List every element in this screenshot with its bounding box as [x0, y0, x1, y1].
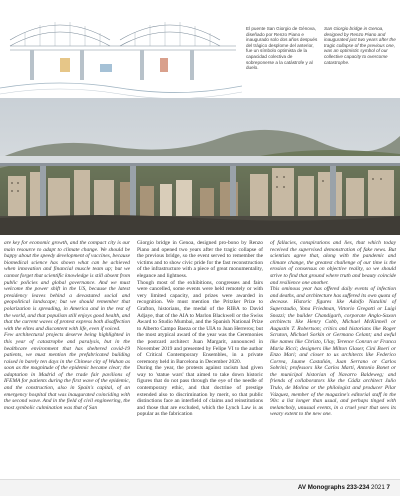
- article-paragraph: Few architectural projects deserve being highlighted in this year of catastrophe and paralysis, but in the healthcare environment that has sheltered covid-19 patients, we must mention the prefabricated building raised in barely ten days in the Chinese city of Wuhan as soon as the magnitude of the epidemic became clear; the adaptation in Madrid of the trade fair pavilions of IFEMA for patients during the first wave of the epidemic, and the construction, also in Spain's capital, of an emergency hospital that was inaugurated coinciding with the second wave. And in the field of civil engineering, the most symbolic culmination was that of San: [4, 332, 130, 411]
- article-paragraph: During the year, the protests against racism had given way to 'statue wars' that aimed to take down historic figures that do not pass through the eye of the needle of contemporary ethic, and that doctrine of prestige extended also to discrimination by merit, so that public distinctions face an interfield of claims and reinstitutions and those that are excluded, which the Lynch Law is as popular as the fabrication: [137, 365, 263, 418]
- article-columns: [4, 240, 397, 418]
- bridge-sketch-illustration: [0, 0, 242, 104]
- article-paragraph: Though most of the exhibitions, congresses and fairs were cancelled, some events were held remotely or with very limited capacity, and prizes were awarded in recognition. We must mention the Pritzker Prize to Grafton, historians, the medal of the RIBA to David Adjaye, that of the AIA to Marlon Blackwell or the Swiss Award to Studio Mumbai, and the Spanish National Prize to Alberto Campo Baeza or the UIA to Juan Herreros; but the most atypical award of the year was the Ceremonies the postcard architect Juan Margarit, announced in November 2019 and presented by Felipe VI to the author of Critical Contemporary Ensembles, in a private ceremony held in Barcelona in December 2020.: [137, 279, 263, 365]
- article-paragraph: Giorgio bridge in Genoa, designed pro-bono by Renzo Piano and opened two years after the tragic collapse of the previous bridge, so the event served to remember the victims and to show civic pride for the fast reconstruction of the infrastructure with a piece of great monumentality, elegance and lightness.: [137, 240, 263, 279]
- article-column-2: [137, 240, 263, 418]
- article-paragraph: of fallacies, conspirations and lies, that which today received the supervised demonstration of fake news. But scientists agree that, along with the pandemic and climate change, the greatest challenge of our time is the erosion of consensus on objective reality, so we should strive to find that ground where truth and beauty coincide and resilience one another.: [270, 240, 396, 286]
- caption-english: San Giorgio bridge in Genoa, designed by Renzo Piano and inaugurated just two years after the tragic collapse of the previous one, was an optimistic symbol of our collective capacity to overcome catastrophe.: [324, 26, 396, 65]
- caption-spanish: El puente San Giorgio de Génova, diseñado por Renzo Piano e inaugurado solo dos años después del trágico desplome del anterior, fue un símbolo optimista de la capacidad colectiva de sobreponerse a la catástrofe y al duelo.: [246, 26, 318, 71]
- page-footer: [0, 479, 400, 496]
- bridge-city-photo: [0, 98, 400, 235]
- footer-text: [298, 484, 390, 491]
- caption-block: [246, 26, 398, 71]
- issue-year: 2021: [371, 484, 385, 491]
- article-paragraph: are key for economic growth, and the compact city is our main resource to adapt to climate change. We should be happy about the speedy development of vaccines, because biomedical science has shown what can be achieved when innovation and financial muscle team up; but we cannot forget that scientific knowledge is still absent from public policies and global governance. And we must welcome the power shift in the US, because the latest presidency leaves behind a devastated social and geopolitical landscape; but we should remember that polarization is spreading, in America and in the rest of the world, and that populism still enjoys good health, and that the current waves of protest express both disaffection with the elites and discontent with life, even if voiced.: [4, 240, 130, 332]
- page-number: 7: [386, 484, 390, 491]
- article-column-1: [4, 240, 130, 418]
- article-column-3: [270, 240, 396, 418]
- article-paragraph: This ominous year has offered daily events of infection and deaths, and architecture has suffered its own quota of decease. Historic figures like Adolfo Natalini of Superstudio, Yona Friedman, Vittorio Gregotti or Luigi Snozzi; the builder Chandigarh, corporate Anglo-Saxon architects like Henry Cobb, Michael McKinnell or Augustin T. Robertson; critics and historians like Roger Scruton, Michael Sorkin or Germano Celant; and awful like names like Christo, Ulay, Terence Conran or Franca Maria Ricci; designers like Milton Glaser, Cini Boeri or Enzo Mari; and closer to us architects like Federico Correa, Jaume Castañón, Juan Serrano or Carlos Sobrini; professors like Carlos Martí, Antonio Bonet or the municipal historian of Navarro Baldeweg; and friends of collaborators like the Cádiz architect Julio Trulo, de Molina or the philologist and producer Pilar Vázquez, member of the magazine's editorial staff in the 90s: a list longer than usual, and perhaps tinged with melancholy, unusual events, in a cruel year that sees its weary extent to the new one.: [270, 286, 396, 418]
- magazine-title: AV Monographs 233-234: [297, 484, 370, 491]
